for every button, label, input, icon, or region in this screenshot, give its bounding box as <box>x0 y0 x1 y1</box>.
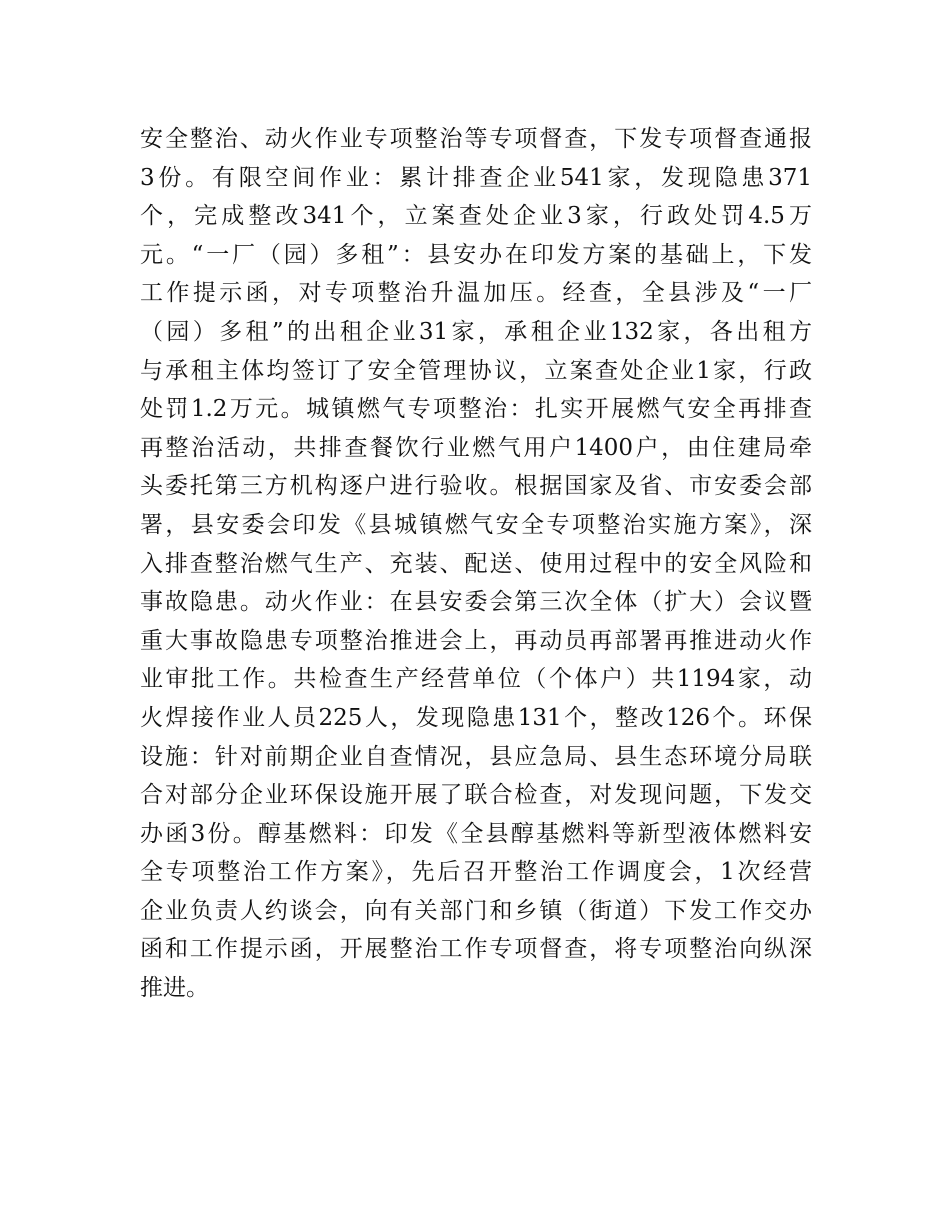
text-line: 合对部分企业环保设施开展了联合检查，对发现问题，下发交 <box>140 782 812 809</box>
text-line: 业审批工作。共检查生产经营单位（个体户）共1194家，动 <box>140 666 812 693</box>
text-line: 处罚1.2万元。城镇燃气专项整治：扎实开展燃气安全再排查 <box>140 396 812 423</box>
text-line: 重大事故隐患专项整治推进会上，再动员再部署再推进动火作 <box>140 627 812 654</box>
text-line: 火焊接作业人员225人，发现隐患131个，整改126个。环保 <box>140 704 812 731</box>
text-line: 3份。有限空间作业：累计排查企业541家，发现隐患371 <box>140 164 812 191</box>
body-paragraph <box>140 120 812 1008</box>
text-line: 署，县安委会印发《县城镇燃气安全专项整治实施方案》，深 <box>140 511 812 538</box>
text-line: 设施：针对前期企业自查情况，县应急局、县生态环境分局联 <box>140 743 812 770</box>
text-line: 企业负责人约谈会，向有关部门和乡镇（街道）下发工作交办 <box>140 897 812 924</box>
text-line: 再整治活动，共排查餐饮行业燃气用户1400户，由住建局牵 <box>140 434 812 461</box>
text-line: 入排查整治燃气生产、充装、配送、使用过程中的安全风险和 <box>140 550 812 577</box>
text-line: 头委托第三方机构逐户进行验收。根据国家及省、市安委会部 <box>140 473 812 500</box>
text-line: 全专项整治工作方案》，先后召开整治工作调度会，1次经营 <box>140 859 812 886</box>
text-line: 与承租主体均签订了安全管理协议，立案查处企业1家，行政 <box>140 357 812 384</box>
text-line: 事故隐患。动火作业：在县安委会第三次全体（扩大）会议暨 <box>140 589 812 616</box>
text-line: 个，完成整改341个，立案查处企业3家，行政处罚4.5万 <box>140 203 812 230</box>
text-line: 推进。 <box>140 975 209 1002</box>
text-line: 安全整治、动火作业专项整治等专项督查，下发专项督查通报 <box>140 126 812 152</box>
text-line: 办函3份。醇基燃料：印发《全县醇基燃料等新型液体燃料安 <box>140 820 812 847</box>
text-line: 函和工作提示函，开展整治工作专项督查，将专项整治向纵深 <box>140 936 812 963</box>
text-line: （园）多租”的出租企业31家，承租企业132家，各出租方 <box>140 318 812 345</box>
text-line: 工作提示函，对专项整治升温加压。经查，全县涉及“一厂 <box>140 280 812 307</box>
text-line: 元。“一厂（园）多租”：县安办在印发方案的基础上，下发 <box>140 241 812 268</box>
